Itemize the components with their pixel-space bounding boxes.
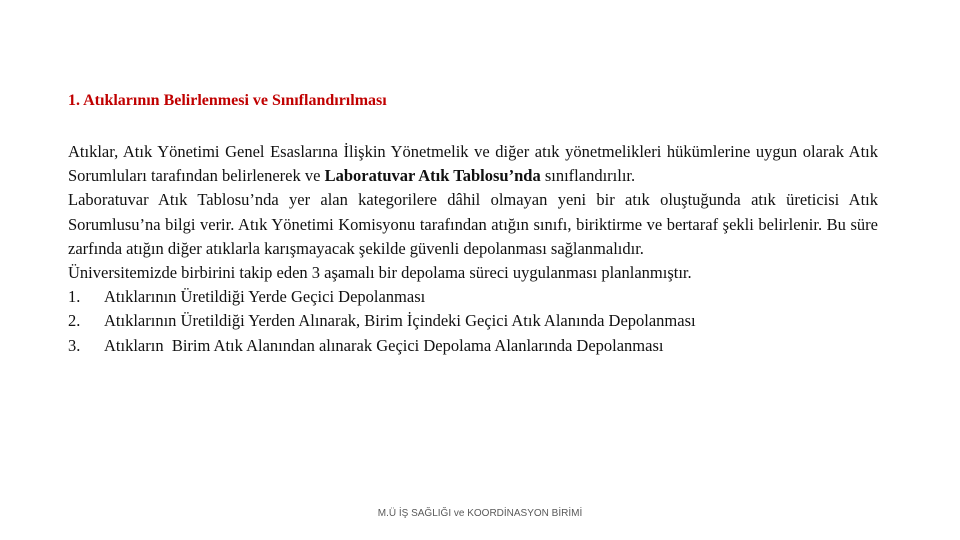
step-number: 3. (68, 335, 81, 355)
storage-steps-list (68, 285, 878, 358)
document-body (68, 140, 878, 358)
paragraph-new-waste: Laboratuvar Atık Tablosu’nda yer alan kategorilere dâhil olmayan yeni bir atık oluştuğunda atık üreticisi Atık Sorumlusu’na bilgi verir. Atık Yönetimi Komisyonu tarafından atığın sınıfı, biriktirme ve bertaraf şekli belirlenir. Bu süre zarfında atığın diğer atıklarla karışmayacak şekilde güvenli depolanması sağlanmalıdır. (68, 190, 878, 258)
list-item (68, 334, 878, 358)
paragraph-text-end: sınıflandırılır. (540, 166, 636, 186)
list-item (68, 285, 878, 309)
list-item (68, 309, 878, 333)
paragraph-text: Atıklar, Atık Yönetimi Genel Esaslarına İlişkin Yönetmelik ve diğer atık yönetmelikleri hükümlerine uygun olarak Atık Sorumluları tarafından belirlenerek ve (68, 142, 878, 186)
step-text: Atıkların Birim Atık Alanından alınarak Geçici Depolama Alanlarında Depolanması (104, 335, 664, 355)
paragraph-storage-process: Üniversitemizde birbirini takip eden 3 aşamalı bir depolama süreci uygulanması planlanmıştır. (68, 263, 692, 283)
paragraph-waste-classification (68, 140, 878, 188)
section-heading: 1. Atıklarının Belirlenmesi ve Sınıflandırılması (68, 92, 387, 109)
page-footer: M.Ü İŞ SAĞLIĞI ve KOORDİNASYON BİRİMİ (377, 508, 583, 519)
step-number: 1. (68, 287, 81, 307)
step-text: Atıklarının Üretildiği Yerden Alınarak, Birim İçindeki Geçici Atık Alanında Depolanması (104, 311, 696, 331)
step-text: Atıklarının Üretildiği Yerde Geçici Depolanması (104, 287, 426, 307)
step-number: 2. (68, 311, 81, 331)
lab-waste-table-emphasis: Laboratuvar Atık Tablosu’nda (324, 166, 541, 186)
